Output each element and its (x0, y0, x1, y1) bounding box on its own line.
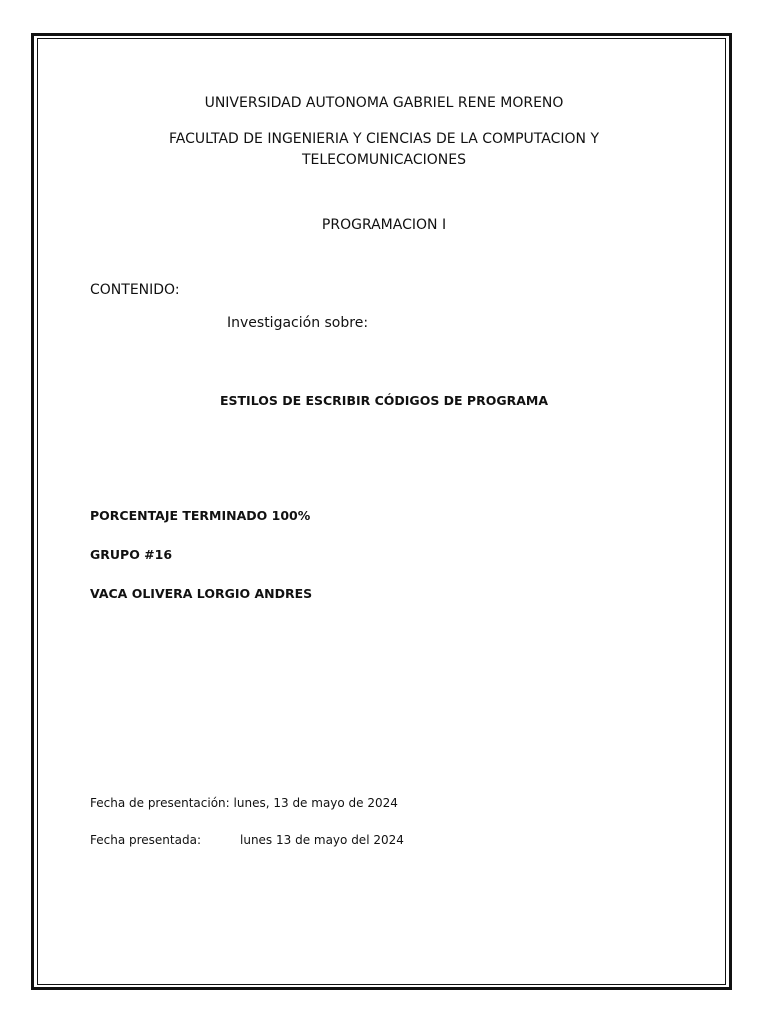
faculty-line-2: TELECOMUNICACIONES (301, 152, 466, 168)
presentation-date-label: Fecha de presentación: (90, 796, 230, 810)
presentation-date-value: lunes, 13 de mayo de 2024 (233, 796, 398, 810)
group-number: GRUPO #16 (90, 547, 173, 562)
presented-date (90, 833, 404, 847)
presentation-date (90, 796, 398, 810)
content-label: CONTENIDO: (90, 282, 180, 298)
course-title: PROGRAMACION I (321, 217, 447, 233)
author-name: VACA OLIVERA LORGIO ANDRES (90, 586, 313, 601)
university-name: UNIVERSIDAD AUTONOMA GABRIEL RENE MORENO (204, 95, 564, 111)
research-topic: ESTILOS DE ESCRIBIR CÓDIGOS DE PROGRAMA (219, 393, 549, 408)
research-intro: Investigación sobre: (227, 315, 369, 331)
presented-date-value: lunes 13 de mayo del 2024 (240, 833, 404, 847)
faculty-line-1: FACULTAD DE INGENIERIA Y CIENCIAS DE LA COMPUTACION Y (169, 131, 599, 147)
progress-status: PORCENTAJE TERMINADO 100% (90, 508, 311, 523)
presented-date-label: Fecha presentada: (90, 833, 201, 847)
